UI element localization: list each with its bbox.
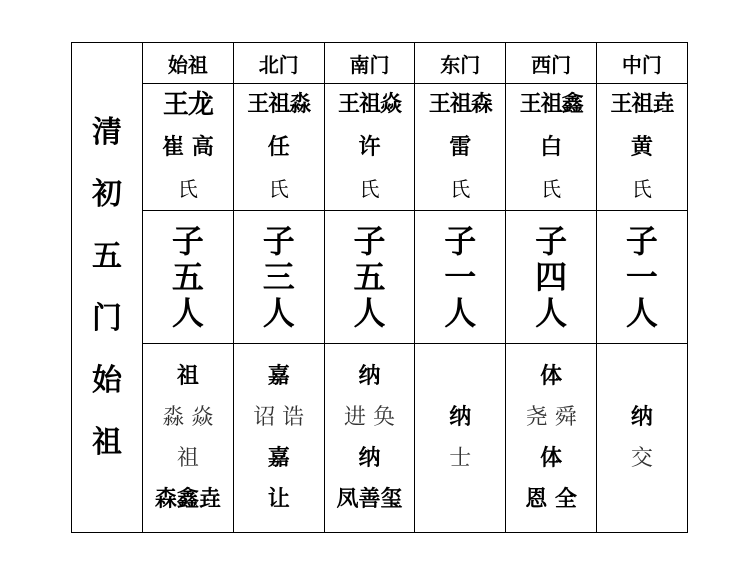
- header-ximen: 西门: [506, 43, 597, 84]
- wife-shi: 氏: [541, 177, 562, 201]
- sons-char: 人: [444, 294, 477, 332]
- sons-cell: [233, 211, 324, 344]
- wife-shi: 氏: [177, 177, 198, 201]
- sons-char: 人: [262, 294, 295, 332]
- descendant-names: 淼 焱: [162, 405, 214, 430]
- sons-cell: [596, 211, 687, 344]
- header-shizu: 始祖: [143, 43, 234, 84]
- title-char: 五: [92, 238, 122, 274]
- generation-char: 嘉: [267, 363, 290, 389]
- sons-char: 人: [353, 294, 386, 332]
- descendant-names: 尧 舜: [525, 405, 577, 430]
- generation-char: 嘉: [267, 445, 290, 471]
- sons-char: 人: [625, 294, 658, 332]
- ancestor-cell: [415, 84, 506, 211]
- table-title: [72, 43, 143, 533]
- wife-shi: 氏: [450, 177, 471, 201]
- generation-char: 纳: [358, 445, 381, 471]
- ancestor-name: 王祖淼: [247, 92, 311, 117]
- generation-char: 纳: [630, 404, 653, 430]
- header-beimen: 北门: [233, 43, 324, 84]
- generations-cell: [506, 344, 597, 533]
- sons-char: 子: [171, 222, 204, 260]
- descendant-names: 士: [449, 446, 472, 471]
- sons-char: 五: [353, 258, 386, 296]
- sons-char: 人: [535, 294, 568, 332]
- wife-shi: 氏: [359, 177, 380, 201]
- header-nanmen: 南门: [324, 43, 415, 84]
- descendant-names: 进 奂: [343, 405, 395, 430]
- ancestor-name: 王祖垚: [610, 92, 674, 117]
- ancestor-cell: [233, 84, 324, 211]
- ancestor-name: 王龙: [162, 90, 213, 120]
- descendant-names: 森鑫垚: [154, 486, 221, 512]
- wife-surname: 白: [540, 134, 563, 160]
- generations-cell: [596, 344, 687, 533]
- wife-surname: 崔 高: [162, 134, 214, 160]
- generation-char: 祖: [176, 446, 199, 471]
- sons-char: 子: [444, 222, 477, 260]
- generations-cell: [233, 344, 324, 533]
- sons-char: 三: [262, 258, 295, 296]
- ancestor-cell: [506, 84, 597, 211]
- title-char: 门: [92, 300, 122, 336]
- generation-char: 纳: [449, 404, 472, 430]
- title-char: 始: [92, 362, 122, 398]
- header-row: [72, 43, 688, 84]
- sons-char: 五: [171, 258, 204, 296]
- generation-char: 祖: [176, 363, 199, 389]
- sons-cell: [143, 211, 234, 344]
- title-char: 祖: [92, 424, 122, 460]
- header-dongmen: 东门: [415, 43, 506, 84]
- sons-char: 子: [353, 222, 386, 260]
- wife-shi: 氏: [631, 177, 652, 201]
- ancestor-name: 王祖森: [428, 92, 492, 117]
- sons-char: 子: [535, 222, 568, 260]
- generations-cell: [324, 344, 415, 533]
- descendant-names: 交: [630, 446, 653, 471]
- ancestor-cell: [143, 84, 234, 211]
- title-char: 初: [92, 176, 122, 212]
- ancestor-cell: [596, 84, 687, 211]
- descendant-names: 让: [267, 486, 290, 512]
- sons-char: 一: [625, 258, 658, 296]
- wife-surname: 雷: [449, 134, 472, 160]
- generation-char: 体: [540, 445, 563, 471]
- title-char: 清: [92, 114, 122, 150]
- genealogy-table: [71, 42, 688, 533]
- generation-char: 体: [540, 363, 563, 389]
- sons-cell: [415, 211, 506, 344]
- wife-surname: 黄: [630, 134, 653, 160]
- sons-cell: [324, 211, 415, 344]
- wife-surname: 任: [267, 134, 290, 160]
- generations-cell: [415, 344, 506, 533]
- sons-row: [72, 211, 688, 344]
- wife-surname: 许: [358, 134, 381, 160]
- header-zhongmen: 中门: [596, 43, 687, 84]
- wife-shi: 氏: [268, 177, 289, 201]
- generation-char: 纳: [358, 363, 381, 389]
- sons-char: 子: [262, 222, 295, 260]
- ancestor-cell: [324, 84, 415, 211]
- ancestor-row: [72, 84, 688, 211]
- sons-char: 子: [625, 222, 658, 260]
- sons-cell: [506, 211, 597, 344]
- sons-char: 人: [171, 294, 204, 332]
- descendant-names: 恩 全: [525, 486, 577, 512]
- ancestor-name: 王祖焱: [337, 92, 401, 117]
- generations-row: [72, 344, 688, 533]
- descendant-names: 诏 诰: [253, 405, 305, 430]
- ancestor-name: 王祖鑫: [519, 92, 583, 117]
- sons-char: 一: [444, 258, 477, 296]
- sons-char: 四: [535, 258, 568, 296]
- descendant-names: 凤善玺: [336, 486, 403, 512]
- generations-cell: [143, 344, 234, 533]
